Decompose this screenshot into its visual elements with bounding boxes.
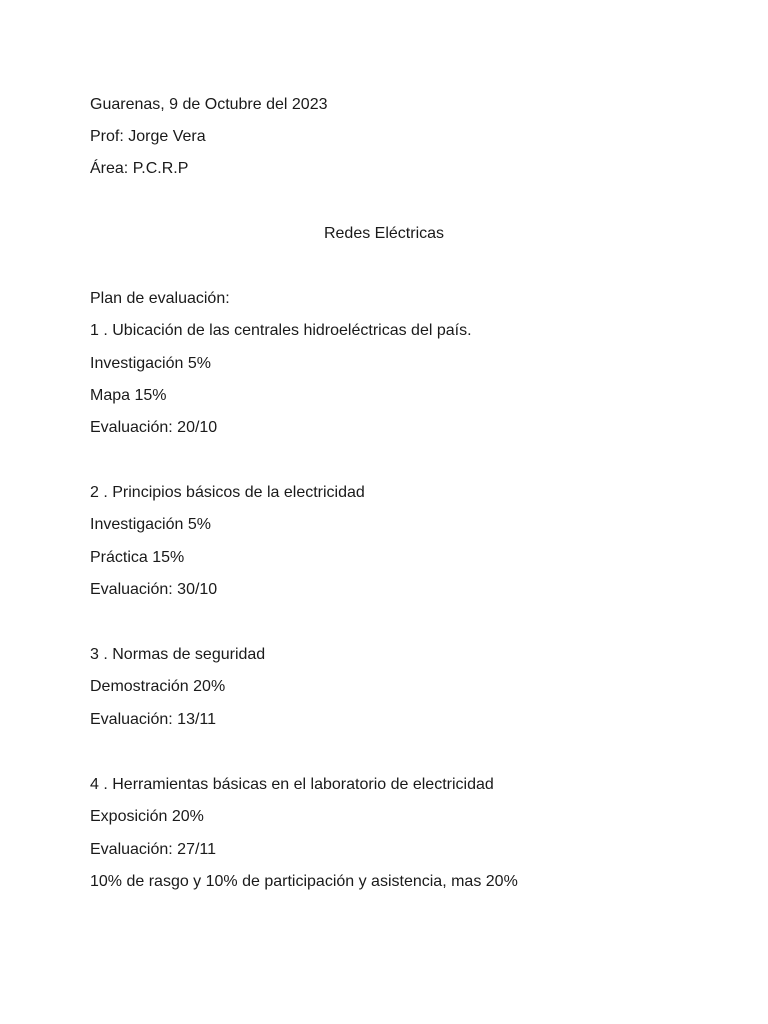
document-title: Redes Eléctricas: [323, 225, 445, 242]
plan-item-3-title: 3 . Normas de seguridad: [90, 646, 266, 663]
plan-item-1-line: Investigación 5%: [90, 355, 211, 372]
plan-item-2-title: 2 . Principios básicos de la electricidad: [90, 484, 365, 501]
plan-item-2-line: Investigación 5%: [90, 516, 211, 533]
plan-item-4-title: 4 . Herramientas básicas en el laboratorio de electricidad: [90, 776, 494, 793]
plan-heading: Plan de evaluación:: [90, 290, 230, 307]
plan-item-3-line: Demostración 20%: [90, 678, 226, 695]
place-date: Guarenas, 9 de Octubre del 2023: [90, 96, 328, 113]
area: Área: P.C.R.P: [90, 160, 189, 177]
plan-item-1-line: Mapa 15%: [90, 387, 167, 404]
plan-item-2-line: Evaluación: 30/10: [90, 581, 218, 598]
professor: Prof: Jorge Vera: [90, 128, 206, 145]
plan-item-4-line: Exposición 20%: [90, 808, 204, 825]
plan-item-4-line: Evaluación: 27/11: [90, 841, 217, 858]
plan-item-3-line: Evaluación: 13/11: [90, 711, 217, 728]
plan-footer-note: 10% de rasgo y 10% de participación y asistencia, mas 20%: [90, 873, 518, 890]
plan-item-1-title: 1 . Ubicación de las centrales hidroeléctricas del país.: [90, 322, 472, 339]
plan-item-1-line: Evaluación: 20/10: [90, 419, 218, 436]
plan-item-2-line: Práctica 15%: [90, 549, 185, 566]
